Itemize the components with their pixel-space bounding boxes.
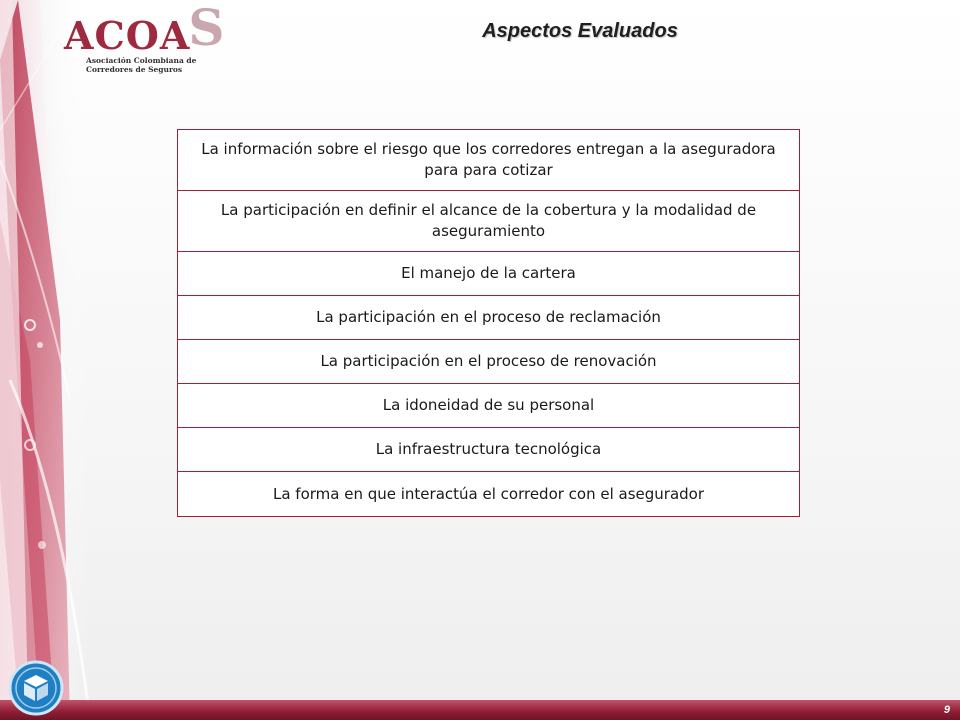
aspect-cell: El manejo de la cartera — [178, 252, 800, 296]
aspect-cell: La participación en el proceso de reclamación — [178, 296, 800, 340]
aspect-cell: La forma en que interactúa el corredor con el asegurador — [178, 472, 800, 517]
logo-wordmark: ACOAS — [64, 0, 226, 58]
aspect-cell: La infraestructura tecnológica — [178, 428, 800, 472]
cube-badge-icon — [8, 660, 64, 716]
logo-wordmark-s: S — [188, 0, 226, 57]
table-row — [178, 384, 800, 428]
acoas-logo — [64, 0, 234, 86]
table-row — [178, 296, 800, 340]
table-row — [178, 340, 800, 384]
aspect-cell: La idoneidad de su personal — [178, 384, 800, 428]
table-row — [178, 252, 800, 296]
table-row — [178, 130, 800, 191]
table-row — [178, 428, 800, 472]
table-row — [178, 472, 800, 517]
slide-title: Aspectos Evaluados — [482, 20, 678, 42]
logo-subtitle: Asociación Colombiana de Corredores de Seguros — [86, 56, 197, 74]
page-number: 9 — [943, 704, 950, 716]
footer-bar — [0, 700, 960, 720]
aspect-cell: La participación en el proceso de renovación — [178, 340, 800, 384]
table-row — [178, 191, 800, 252]
aspect-cell: La participación en definir el alcance de la cobertura y la modalidad de aseguramiento — [178, 191, 800, 252]
aspects-table — [177, 129, 800, 517]
aspect-cell: La información sobre el riesgo que los corredores entregan a la aseguradora para para cotizar — [178, 130, 800, 191]
